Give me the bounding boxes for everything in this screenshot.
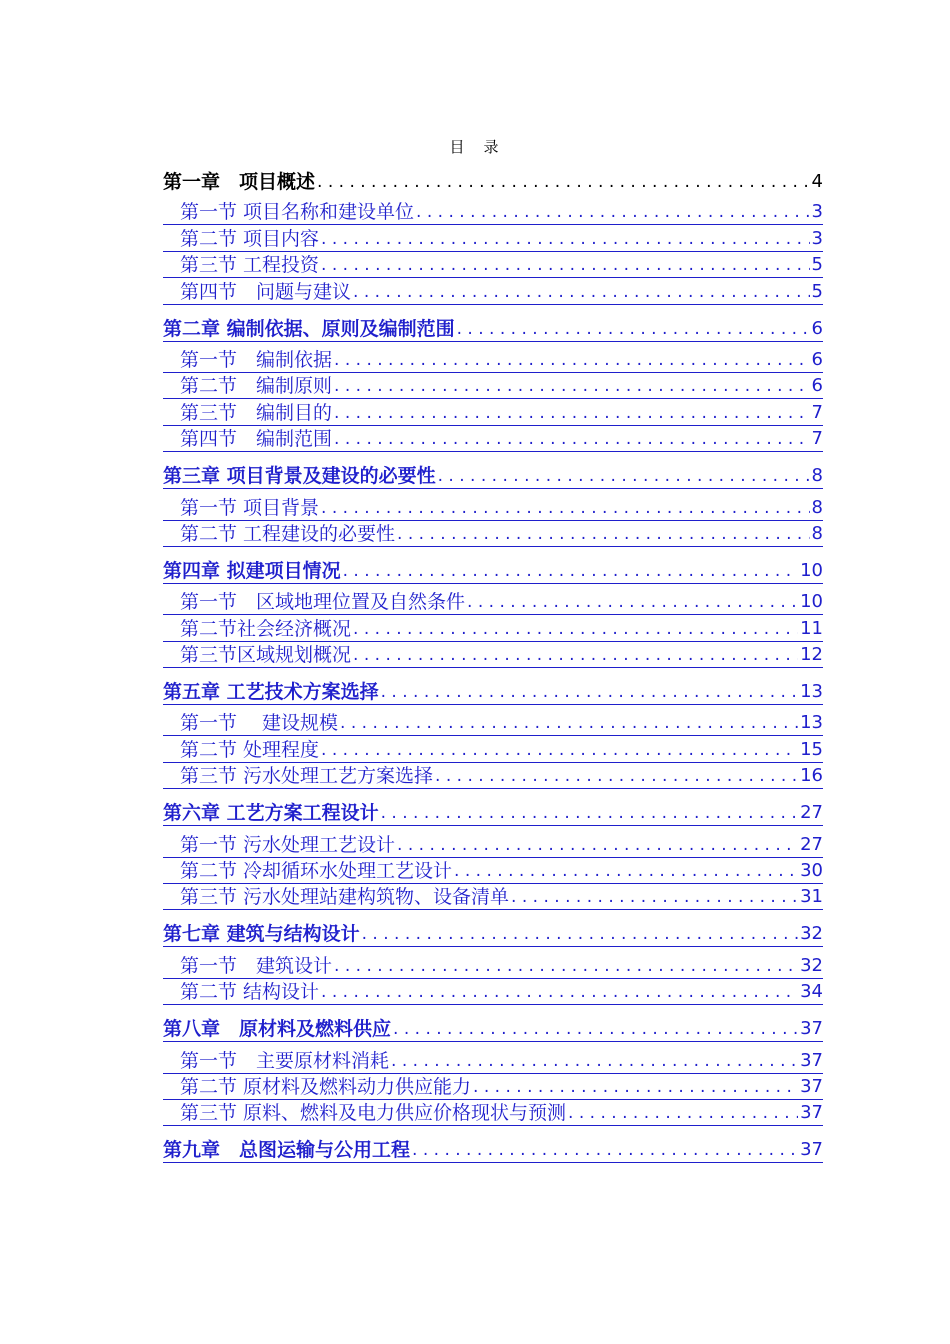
toc-page-number: 16 — [800, 765, 823, 787]
toc-entry-title: 第一章 项目概述 — [163, 171, 316, 193]
toc-entry-title: 第二节 项目内容 — [180, 227, 320, 250]
toc-entry-title: 第二节 冷却循环水处理工艺设计 — [180, 860, 453, 883]
dot-leader — [416, 200, 810, 224]
toc-page-number: 37 — [800, 1018, 823, 1040]
toc-section-entry[interactable] — [163, 426, 823, 452]
dot-leader — [568, 1101, 798, 1125]
toc-chapter-entry[interactable] — [163, 460, 823, 489]
toc-section-entry[interactable] — [163, 521, 823, 547]
toc-entry-title: 第一节 项目背景 — [180, 496, 320, 519]
toc-chapter-entry[interactable] — [163, 797, 823, 826]
dot-leader — [334, 401, 810, 425]
toc-entry-title: 第二节 工程建设的必要性 — [180, 522, 396, 545]
toc-section-entry[interactable] — [163, 1047, 823, 1073]
dot-leader — [321, 496, 810, 520]
dot-leader — [438, 464, 810, 488]
toc-page-number: 37 — [800, 1139, 823, 1161]
toc-section-entry[interactable] — [163, 884, 823, 910]
dot-leader — [321, 253, 810, 277]
toc-section-entry[interactable] — [163, 615, 823, 641]
dot-leader — [353, 617, 798, 641]
dot-leader — [435, 764, 798, 788]
table-of-contents — [163, 166, 823, 1168]
dot-leader — [340, 711, 798, 735]
dot-leader — [317, 170, 810, 194]
toc-entry-title: 第七章 建筑与结构设计 — [163, 923, 360, 946]
toc-entry-title: 第二节 编制原则 — [180, 375, 333, 398]
toc-page-number: 27 — [800, 833, 823, 855]
dot-leader — [362, 922, 798, 946]
toc-page-number: 32 — [800, 954, 823, 976]
toc-entry-title: 第五章 工艺技术方案选择 — [163, 681, 379, 704]
toc-section-entry[interactable] — [163, 1074, 823, 1100]
toc-page-number: 3 — [811, 201, 823, 223]
toc-section-entry[interactable] — [163, 199, 823, 225]
toc-page-number: 5 — [811, 254, 823, 276]
toc-section-entry[interactable] — [163, 763, 823, 789]
toc-page-number: 34 — [800, 981, 823, 1003]
toc-entry-title: 第二节 原材料及燃料动力供应能力 — [180, 1075, 472, 1098]
toc-page-number: 3 — [811, 227, 823, 249]
dot-leader — [334, 427, 810, 451]
dot-leader — [391, 1049, 798, 1073]
toc-chapter-entry[interactable] — [163, 1134, 823, 1163]
toc-entry-title: 第二节 结构设计 — [180, 981, 320, 1004]
toc-section-entry[interactable] — [163, 399, 823, 425]
toc-entry-title: 第三节区域规划概况 — [180, 644, 352, 667]
toc-section-entry[interactable] — [163, 373, 823, 399]
toc-chapter-entry[interactable] — [163, 555, 823, 584]
toc-chapter-entry[interactable] — [163, 918, 823, 947]
toc-chapter-entry — [163, 166, 823, 194]
toc-entry-title: 第三节 污水处理工艺方案选择 — [180, 765, 434, 788]
toc-entry-title: 第一节 项目名称和建设单位 — [180, 201, 415, 224]
dot-leader — [393, 1017, 798, 1041]
toc-page-number: 6 — [811, 348, 823, 370]
dot-leader — [381, 680, 798, 704]
toc-page-number: 8 — [811, 522, 823, 544]
toc-entry-title: 第八章 原材料及燃料供应 — [163, 1018, 392, 1041]
toc-entry-title: 第四节 问题与建议 — [180, 280, 352, 303]
dot-leader — [397, 522, 810, 546]
toc-section-entry[interactable] — [163, 710, 823, 736]
dot-leader — [381, 801, 798, 825]
toc-entry-title: 第九章 总图运输与公用工程 — [163, 1139, 411, 1162]
toc-section-entry[interactable] — [163, 589, 823, 615]
toc-page-number: 12 — [800, 644, 823, 666]
toc-entry-title: 第一节 区域地理位置及自然条件 — [180, 591, 466, 614]
dot-leader — [343, 559, 798, 583]
toc-section-entry[interactable] — [163, 347, 823, 373]
toc-section-entry[interactable] — [163, 252, 823, 278]
toc-section-entry[interactable] — [163, 494, 823, 520]
toc-page-number: 5 — [811, 280, 823, 302]
toc-entry-title: 第三节 编制目的 — [180, 401, 333, 424]
dot-leader — [397, 833, 798, 857]
toc-page-number: 10 — [800, 591, 823, 613]
toc-entry-title: 第六章 工艺方案工程设计 — [163, 802, 379, 825]
dot-leader — [467, 590, 798, 614]
toc-page-number: 27 — [800, 802, 823, 824]
toc-page-number: 37 — [800, 1102, 823, 1124]
toc-chapter-entry[interactable] — [163, 313, 823, 342]
dot-leader — [334, 954, 798, 978]
toc-entry-title: 第四章 拟建项目情况 — [163, 559, 341, 582]
toc-page-number: 13 — [800, 681, 823, 703]
toc-page-number: 30 — [800, 860, 823, 882]
toc-entry-title: 第二节社会经济概况 — [180, 617, 352, 640]
page-title: 目 录 — [449, 138, 501, 156]
toc-chapter-entry[interactable] — [163, 1013, 823, 1042]
toc-section-entry[interactable] — [163, 858, 823, 884]
toc-page-number: 6 — [811, 375, 823, 397]
dot-leader — [334, 374, 810, 398]
toc-entry-title: 第二章 编制依据、原则及编制范围 — [163, 317, 455, 340]
dot-leader — [321, 227, 810, 251]
dot-leader — [353, 643, 798, 667]
toc-entry-title: 第三节 污水处理站建构筑物、设备清单 — [180, 886, 510, 909]
toc-entry-title: 第三节 工程投资 — [180, 254, 320, 277]
dot-leader — [511, 885, 798, 909]
toc-page-number: 11 — [800, 617, 823, 639]
toc-section-entry[interactable] — [163, 225, 823, 251]
toc-entry-title: 第四节 编制范围 — [180, 428, 333, 451]
dot-leader — [334, 348, 810, 372]
toc-section-entry[interactable] — [163, 278, 823, 304]
toc-page-number: 10 — [800, 559, 823, 581]
toc-page-number: 31 — [800, 886, 823, 908]
toc-entry-title: 第一节 污水处理工艺设计 — [180, 833, 396, 856]
dot-leader — [412, 1138, 798, 1162]
toc-section-entry[interactable] — [163, 979, 823, 1005]
dot-leader — [321, 980, 798, 1004]
toc-section-entry[interactable] — [163, 736, 823, 762]
toc-entry-title: 第三节 原料、燃料及电力供应价格现状与预测 — [180, 1102, 567, 1125]
toc-page-number: 8 — [811, 496, 823, 518]
toc-entry-title: 第一节 建筑设计 — [180, 954, 333, 977]
dot-leader — [321, 738, 798, 762]
toc-chapter-entry[interactable] — [163, 676, 823, 705]
dot-leader — [473, 1075, 798, 1099]
toc-page-number: 6 — [811, 317, 823, 339]
toc-section-entry[interactable] — [163, 831, 823, 857]
toc-page-number: 37 — [800, 1049, 823, 1071]
toc-page-number: 15 — [800, 738, 823, 760]
toc-page-number: 7 — [811, 428, 823, 450]
toc-page-number: 7 — [811, 401, 823, 423]
toc-section-entry[interactable] — [163, 1100, 823, 1126]
dot-leader — [454, 859, 798, 883]
toc-page-number: 8 — [811, 465, 823, 487]
dot-leader — [457, 317, 810, 341]
toc-section-entry[interactable] — [163, 642, 823, 668]
toc-entry-title: 第一节 主要原材料消耗 — [180, 1049, 390, 1072]
toc-section-entry[interactable] — [163, 952, 823, 978]
toc-entry-title: 第二节 处理程度 — [180, 738, 320, 761]
dot-leader — [353, 280, 810, 304]
toc-page-number: 37 — [800, 1075, 823, 1097]
toc-page-number: 13 — [800, 712, 823, 734]
toc-page-number: 32 — [800, 923, 823, 945]
toc-entry-title: 第一节 建设规模 — [180, 712, 339, 735]
toc-entry-title: 第三章 项目背景及建设的必要性 — [163, 465, 436, 488]
toc-page-number: 4 — [811, 171, 823, 192]
toc-entry-title: 第一节 编制依据 — [180, 348, 333, 371]
